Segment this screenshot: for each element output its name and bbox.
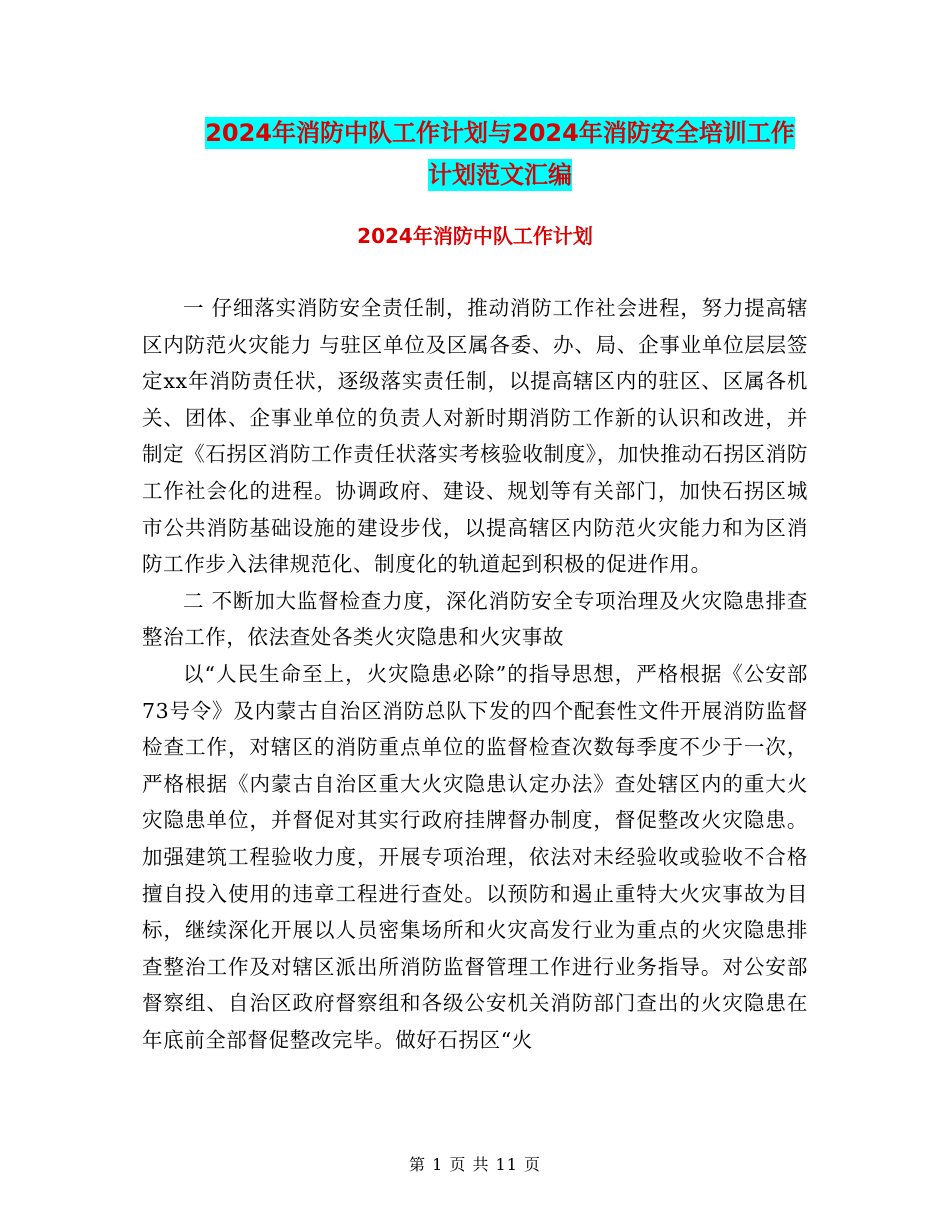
document-title	[140, 112, 860, 196]
document-title-line-2: 计划范文汇编	[428, 161, 572, 189]
body-paragraph-2: 二 不断加大监督检查力度，深化消防安全专项治理及火灾隐患排查整治工作，依法查处各类火灾隐患和火灾事故	[142, 588, 808, 650]
section-heading: 2024年消防中队工作计划	[357, 224, 593, 248]
body-paragraph-1: 一 仔细落实消防安全责任制，推动消防工作社会进程，努力提高辖区内防范火灾能力 与驻区单位及区属各委、办、局、企事业单位层层签定xx年消防责任状，逐级落实责任制，以提高辖区内的驻区、区属各机关、团体、企事业单位的负责人对新时期消防工作新的认识和改进，并制定《石拐区消防工作责任状落实考核验收制度》，加快推动石拐区消防工作社会化的进程。协调政府、建设、规划等有关部门，加快石拐区城市公共消防基础设施的建设步伐，以提高辖区内防范火灾能力和为区消防工作步入法律规范化、制度化的轨道起到积极的促进作用。	[142, 296, 808, 577]
document-title-line-1: 2024年消防中队工作计划与2024年消防安全培训工作	[205, 119, 795, 147]
body-paragraph-3: 以“人民生命至上，火灾隐患必除”的指导思想，严格根据《公安部73号令》及内蒙古自治区消防总队下发的四个配套性文件开展消防监督检查工作，对辖区的消防重点单位的监督检查次数每季度不少于一次，严格根据《内蒙古自治区重大火灾隐患认定办法》查处辖区内的重大火灾隐患单位，并督促对其实行政府挂牌督办制度，督促整改火灾隐患。加强建筑工程验收力度，开展专项治理，依法对未经验收或验收不合格擅自投入使用的违章工程进行查处。以预防和遏止重特大火灾事故为目标，继续深化开展以人员密集场所和火灾高发行业为重点的火灾隐患排查整治工作及对辖区派出所消防监督管理工作进行业务指导。对公安部督察组、自治区政府督察组和各级公安机关消防部门查出的火灾隐患在年底前全部督促整改完毕。做好石拐区“火	[142, 661, 808, 1052]
page-number-footer: 第 1 页 共 11 页	[409, 1155, 541, 1174]
document-body	[142, 290, 808, 1058]
